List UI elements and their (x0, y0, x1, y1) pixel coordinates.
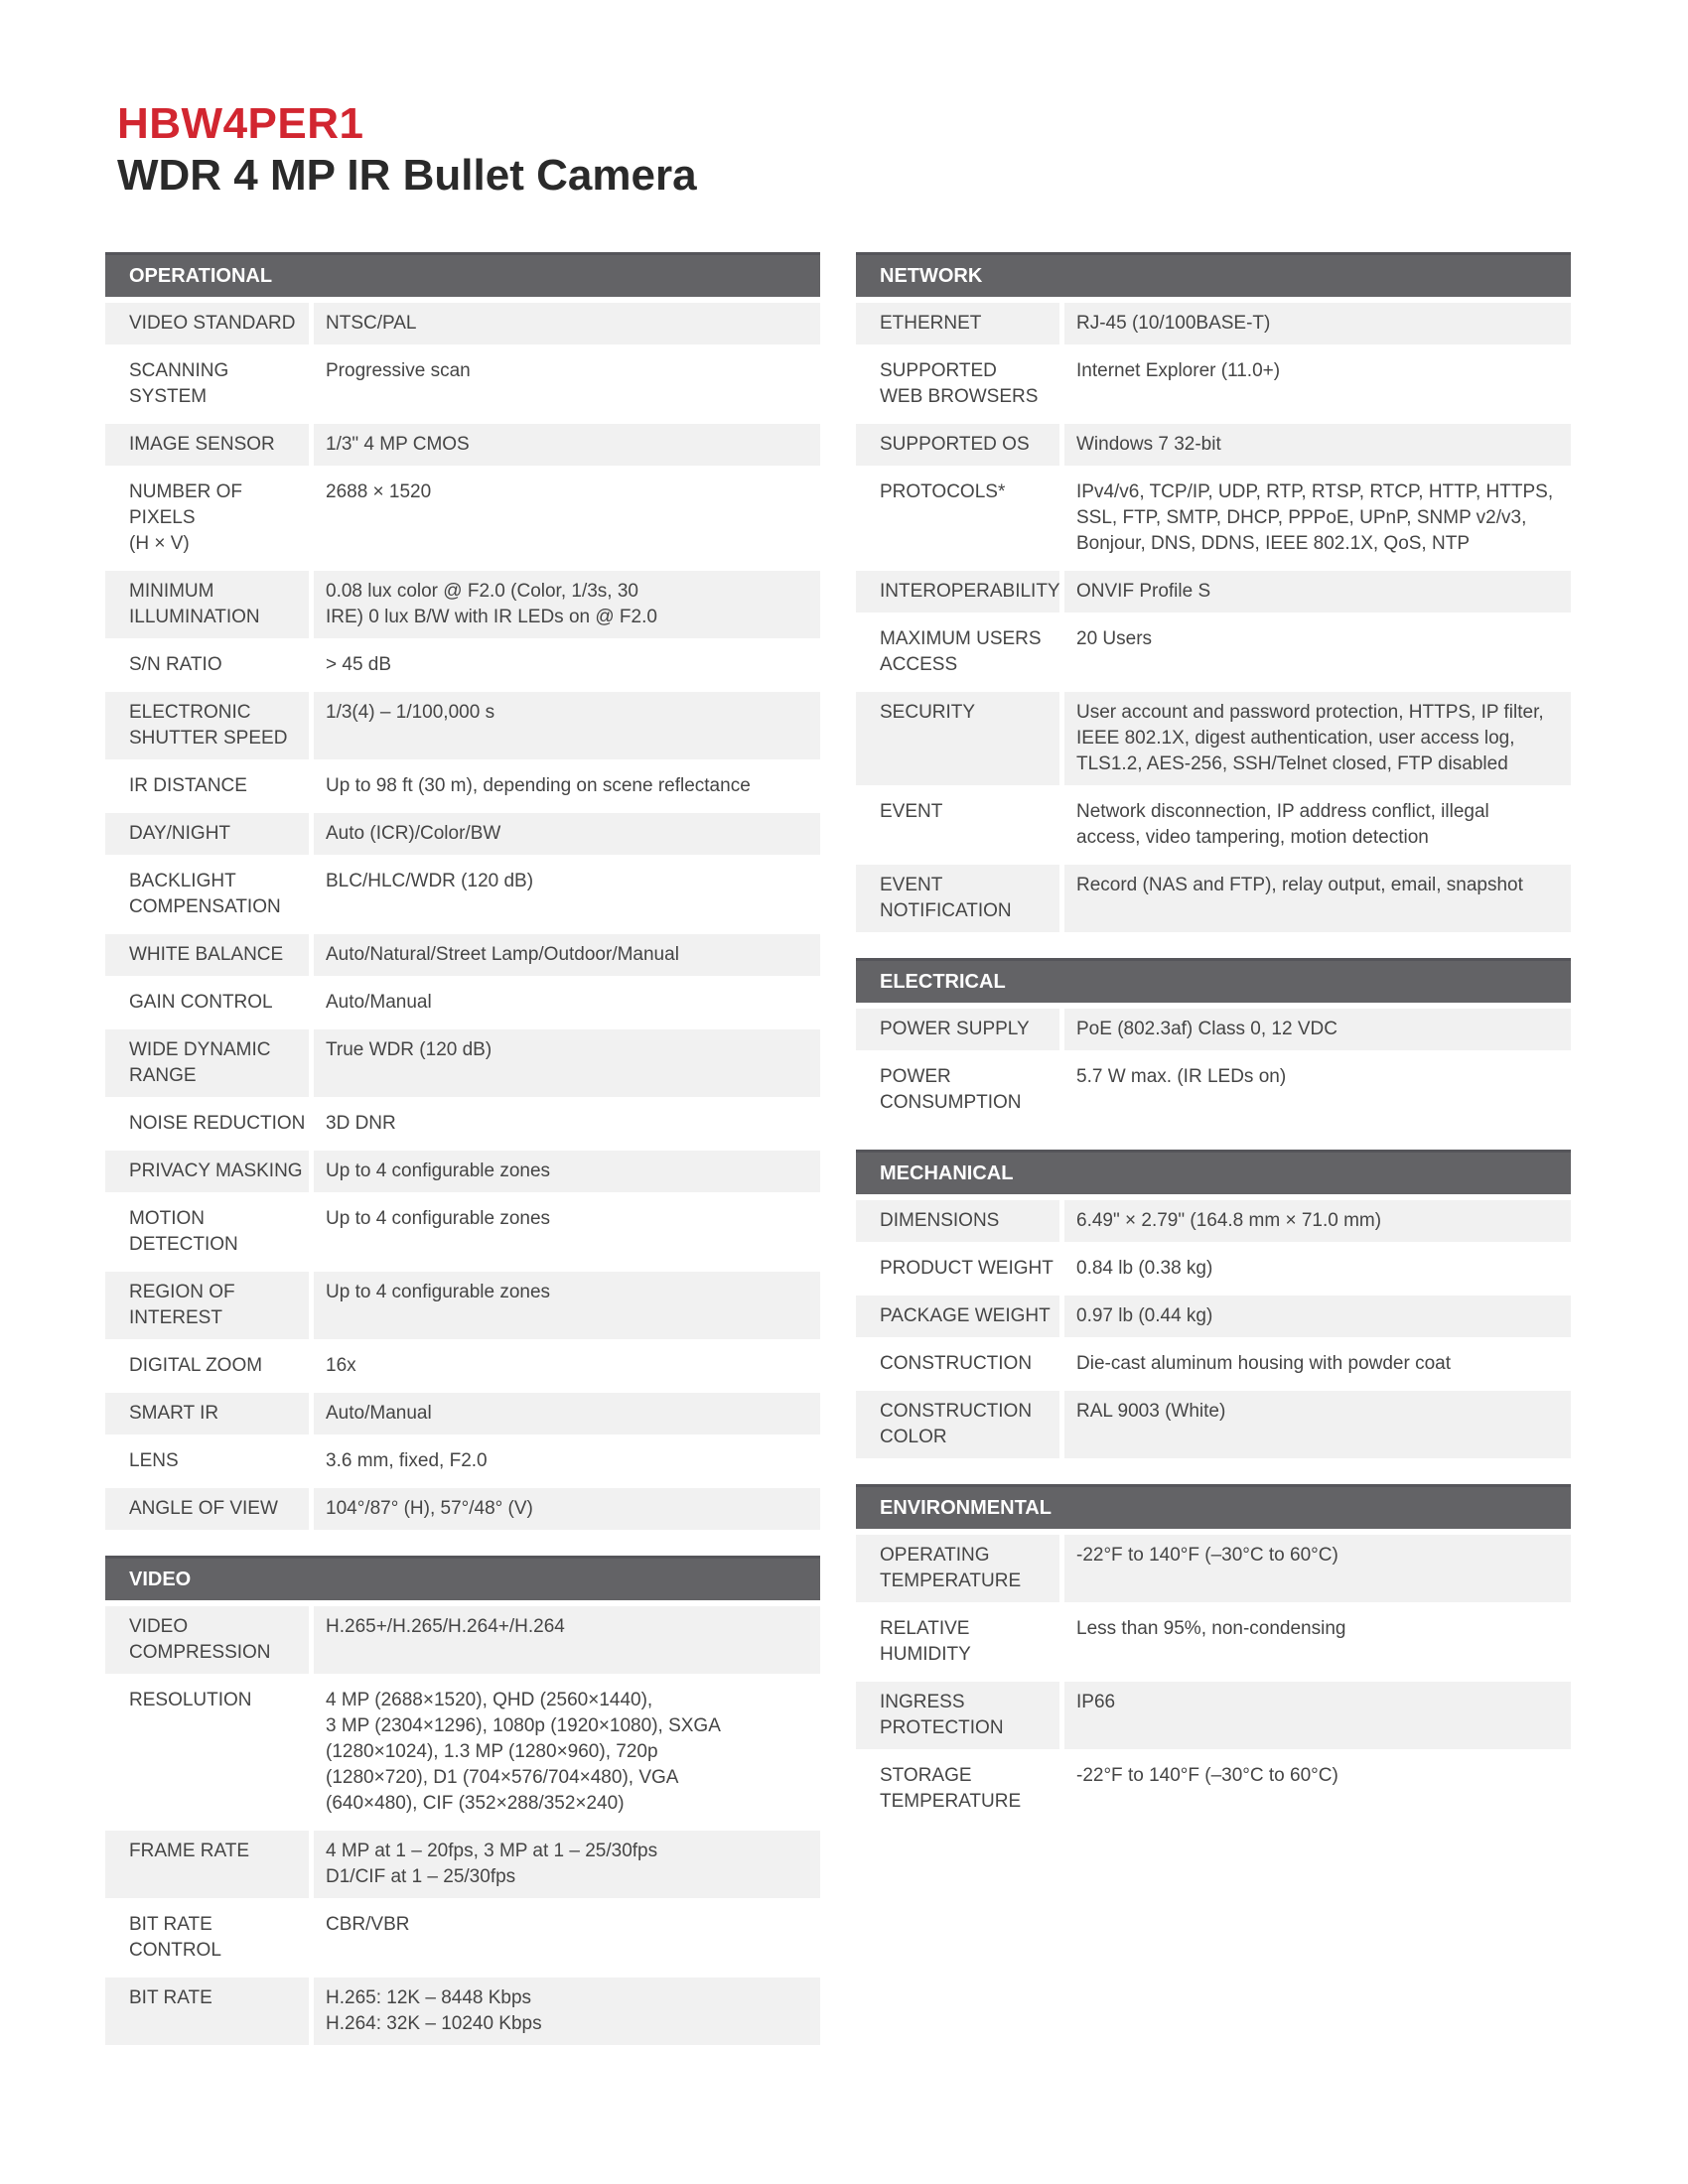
spec-value: 2688 × 1520 (326, 481, 432, 502)
spec-row (856, 1755, 1571, 1823)
spec-row (856, 571, 1571, 613)
spec-label: EVENT (880, 801, 943, 822)
spec-label: SUPPORTED OS (856, 424, 1059, 466)
spec-value: 1/3" 4 MP CMOS (314, 424, 820, 466)
section-environmental (856, 1484, 1571, 1823)
spec-value: Record (NAS and FTP), relay output, email, snapshot (1064, 865, 1571, 932)
spec-row (856, 1343, 1571, 1385)
spec-value: Auto/Manual (314, 1393, 820, 1434)
spec-label: VIDEO COMPRESSION (105, 1606, 309, 1674)
spec-label: ELECTRONIC SHUTTER SPEED (105, 692, 309, 759)
spec-label: PRIVACY MASKING (105, 1151, 309, 1192)
spec-value: PoE (802.3af) Class 0, 12 VDC (1064, 1009, 1571, 1050)
spec-row (856, 1200, 1571, 1242)
section-header: NETWORK (856, 252, 1571, 297)
spec-value: User account and password protection, HTTPS, IP filter, IEEE 802.1X, digest authentication, user access log, TLS1.2, AES-256, SSH/Telnet closed, FTP disabled (1064, 692, 1571, 785)
spec-label: POWER CONSUMPTION (880, 1066, 1022, 1113)
product-model: HBW4PER1 (117, 99, 364, 148)
spec-row (856, 1535, 1571, 1602)
spec-label: WIDE DYNAMIC RANGE (105, 1029, 309, 1097)
spec-value: Less than 95%, non-condensing (1076, 1618, 1346, 1639)
spec-row (856, 1009, 1571, 1050)
spec-value: H.265+/H.265/H.264+/H.264 (314, 1606, 820, 1674)
spec-label: BIT RATE (105, 1978, 309, 2045)
spec-value: IPv4/v6, TCP/IP, UDP, RTP, RTSP, RTCP, HTTP, HTTPS, SSL, FTP, SMTP, DHCP, PPPoE, UPnP, SNMP v2/v3, Bonjour, DNS, DDNS, IEEE 802.1X, QoS, NTP (1076, 481, 1554, 554)
section-header: MECHANICAL (856, 1150, 1571, 1194)
spec-label: FRAME RATE (105, 1831, 309, 1898)
spec-value: NTSC/PAL (314, 303, 820, 344)
spec-value: 6.49" × 2.79" (164.8 mm × 71.0 mm) (1064, 1200, 1571, 1242)
spec-value: Internet Explorer (11.0+) (1076, 360, 1281, 381)
spec-label: MAXIMUM USERS ACCESS (880, 628, 1042, 675)
spec-value: Network disconnection, IP address conflict, illegal access, video tampering, motion detection (1076, 801, 1489, 848)
spec-label: VIDEO STANDARD (105, 303, 309, 344)
spec-value: 0.84 lb (0.38 kg) (1076, 1258, 1213, 1279)
spec-label: DAY/NIGHT (105, 813, 309, 855)
spec-value: 4 MP at 1 – 20fps, 3 MP at 1 – 25/30fps D1/CIF at 1 – 25/30fps (314, 1831, 820, 1898)
section-network (856, 252, 1571, 932)
spec-row (856, 791, 1571, 859)
right-column (856, 252, 1571, 1848)
spec-row (856, 424, 1571, 466)
section-header: OPERATIONAL (105, 252, 820, 297)
spec-label: MINIMUM ILLUMINATION (105, 571, 309, 638)
spec-value: -22°F to 140°F (–30°C to 60°C) (1064, 1535, 1571, 1602)
spec-row (105, 644, 820, 686)
spec-row (105, 1393, 820, 1434)
spec-label: NOISE REDUCTION (129, 1113, 306, 1134)
spec-value: IP66 (1064, 1682, 1571, 1749)
spec-value: Up to 4 configurable zones (314, 1272, 820, 1339)
spec-row (856, 692, 1571, 785)
section-header: ELECTRICAL (856, 958, 1571, 1003)
section-operational (105, 252, 820, 1530)
spec-label: WHITE BALANCE (105, 934, 309, 976)
spec-value: 0.08 lux color @ F2.0 (Color, 1/3s, 30 IRE) 0 lux B/W with IR LEDs on @ F2.0 (314, 571, 820, 638)
spec-label: IMAGE SENSOR (105, 424, 309, 466)
spec-value: Die-cast aluminum housing with powder coat (1076, 1353, 1452, 1374)
spec-label: CONSTRUCTION (880, 1353, 1033, 1374)
section-header: VIDEO (105, 1556, 820, 1600)
spec-label: INTEROPERABILITY (856, 571, 1059, 613)
spec-value: Auto (ICR)/Color/BW (314, 813, 820, 855)
spec-value: 16x (326, 1355, 356, 1376)
spec-row (856, 1056, 1571, 1124)
spec-value: Progressive scan (326, 360, 471, 381)
spec-value: Auto/Manual (326, 992, 432, 1013)
spec-value: 20 Users (1076, 628, 1153, 649)
spec-value: > 45 dB (326, 654, 392, 675)
spec-value: True WDR (120 dB) (314, 1029, 820, 1097)
spec-value: 4 MP (2688×1520), QHD (2560×1440), 3 MP (2304×1296), 1080p (1920×1080), SXGA (1280×1024), 1.3 MP (1280×960), 720p (1280×720), D1 (704×576/704×480), VGA (640×480), CIF (352×288/352×240) (326, 1690, 721, 1814)
spec-row (105, 472, 820, 565)
spec-row (856, 865, 1571, 932)
spec-label: OPERATING TEMPERATURE (856, 1535, 1059, 1602)
spec-row (856, 1608, 1571, 1676)
spec-value: 1/3(4) – 1/100,000 s (314, 692, 820, 759)
spec-row (105, 424, 820, 466)
spec-row (856, 303, 1571, 344)
spec-value: CBR/VBR (326, 1914, 410, 1935)
spec-value: BLC/HLC/WDR (120 dB) (326, 871, 534, 891)
spec-label: PACKAGE WEIGHT (856, 1296, 1059, 1337)
spec-label: REGION OF INTEREST (105, 1272, 309, 1339)
spec-row (105, 1606, 820, 1674)
spec-value: RAL 9003 (White) (1064, 1391, 1571, 1458)
spec-label: RELATIVE HUMIDITY (880, 1618, 971, 1665)
spec-row (856, 1682, 1571, 1749)
spec-value: RJ-45 (10/100BASE-T) (1064, 303, 1571, 344)
product-title: WDR 4 MP IR Bullet Camera (117, 151, 697, 200)
spec-label: STORAGE TEMPERATURE (880, 1765, 1022, 1812)
spec-row (105, 1440, 820, 1482)
spec-label: S/N RATIO (129, 654, 222, 675)
spec-label: RESOLUTION (129, 1690, 252, 1710)
spec-row (105, 1198, 820, 1266)
spec-value: 104°/87° (H), 57°/48° (V) (314, 1488, 820, 1530)
section-header: ENVIRONMENTAL (856, 1484, 1571, 1529)
spec-label: DIGITAL ZOOM (129, 1355, 263, 1376)
spec-row (105, 1103, 820, 1145)
spec-label: IR DISTANCE (129, 775, 247, 796)
spec-label: POWER SUPPLY (856, 1009, 1059, 1050)
spec-row (105, 1345, 820, 1387)
spec-label: ANGLE OF VIEW (105, 1488, 309, 1530)
spec-label: SCANNING SYSTEM (129, 360, 229, 407)
section-mechanical (856, 1150, 1571, 1458)
spec-value: 0.97 lb (0.44 kg) (1064, 1296, 1571, 1337)
spec-label: EVENT NOTIFICATION (856, 865, 1059, 932)
spec-value: Up to 98 ft (30 m), depending on scene reflectance (326, 775, 751, 796)
spec-label: SECURITY (856, 692, 1059, 785)
spec-row (105, 1151, 820, 1192)
spec-row (105, 1904, 820, 1972)
spec-label: DIMENSIONS (856, 1200, 1059, 1242)
spec-value: Auto/Natural/Street Lamp/Outdoor/Manual (314, 934, 820, 976)
spec-row (856, 1391, 1571, 1458)
spec-value: Windows 7 32-bit (1064, 424, 1571, 466)
spec-row (105, 1488, 820, 1530)
left-column (105, 252, 820, 2071)
spec-label: INGRESS PROTECTION (856, 1682, 1059, 1749)
spec-row (105, 1029, 820, 1097)
spec-value: ONVIF Profile S (1064, 571, 1571, 613)
spec-label: GAIN CONTROL (129, 992, 273, 1013)
spec-row (105, 1831, 820, 1898)
spec-value: H.265: 12K – 8448 Kbps H.264: 32K – 10240 Kbps (314, 1978, 820, 2045)
spec-row (105, 692, 820, 759)
spec-row (105, 813, 820, 855)
spec-row (105, 350, 820, 418)
spec-row (105, 1978, 820, 2045)
spec-value: -22°F to 140°F (–30°C to 60°C) (1076, 1765, 1338, 1786)
spec-label: NUMBER OF PIXELS (H × V) (129, 481, 242, 554)
spec-row (856, 618, 1571, 686)
spec-row (105, 1272, 820, 1339)
spec-value: Up to 4 configurable zones (314, 1151, 820, 1192)
spec-row (856, 1296, 1571, 1337)
spec-label: PROTOCOLS* (880, 481, 1006, 502)
spec-label: SMART IR (105, 1393, 309, 1434)
spec-row (105, 765, 820, 807)
spec-value: 3.6 mm, fixed, F2.0 (326, 1450, 488, 1471)
spec-label: MOTION DETECTION (129, 1208, 238, 1255)
spec-row (105, 303, 820, 344)
section-electrical (856, 958, 1571, 1124)
spec-label: BIT RATE CONTROL (129, 1914, 221, 1961)
spec-row (856, 350, 1571, 418)
spec-row (105, 982, 820, 1024)
spec-value: 3D DNR (326, 1113, 396, 1134)
spec-row (105, 861, 820, 928)
spec-label: BACKLIGHT COMPENSATION (129, 871, 281, 917)
spec-row (105, 571, 820, 638)
spec-label: LENS (129, 1450, 179, 1471)
spec-value: 5.7 W max. (IR LEDs on) (1076, 1066, 1287, 1087)
spec-label: SUPPORTED WEB BROWSERS (880, 360, 1039, 407)
spec-label: ETHERNET (856, 303, 1059, 344)
spec-value: Up to 4 configurable zones (326, 1208, 551, 1229)
spec-row (105, 1680, 820, 1825)
spec-row (105, 934, 820, 976)
spec-row (856, 1248, 1571, 1290)
spec-label: CONSTRUCTION COLOR (856, 1391, 1059, 1458)
section-video (105, 1556, 820, 2045)
spec-row (856, 472, 1571, 565)
spec-label: PRODUCT WEIGHT (880, 1258, 1054, 1279)
